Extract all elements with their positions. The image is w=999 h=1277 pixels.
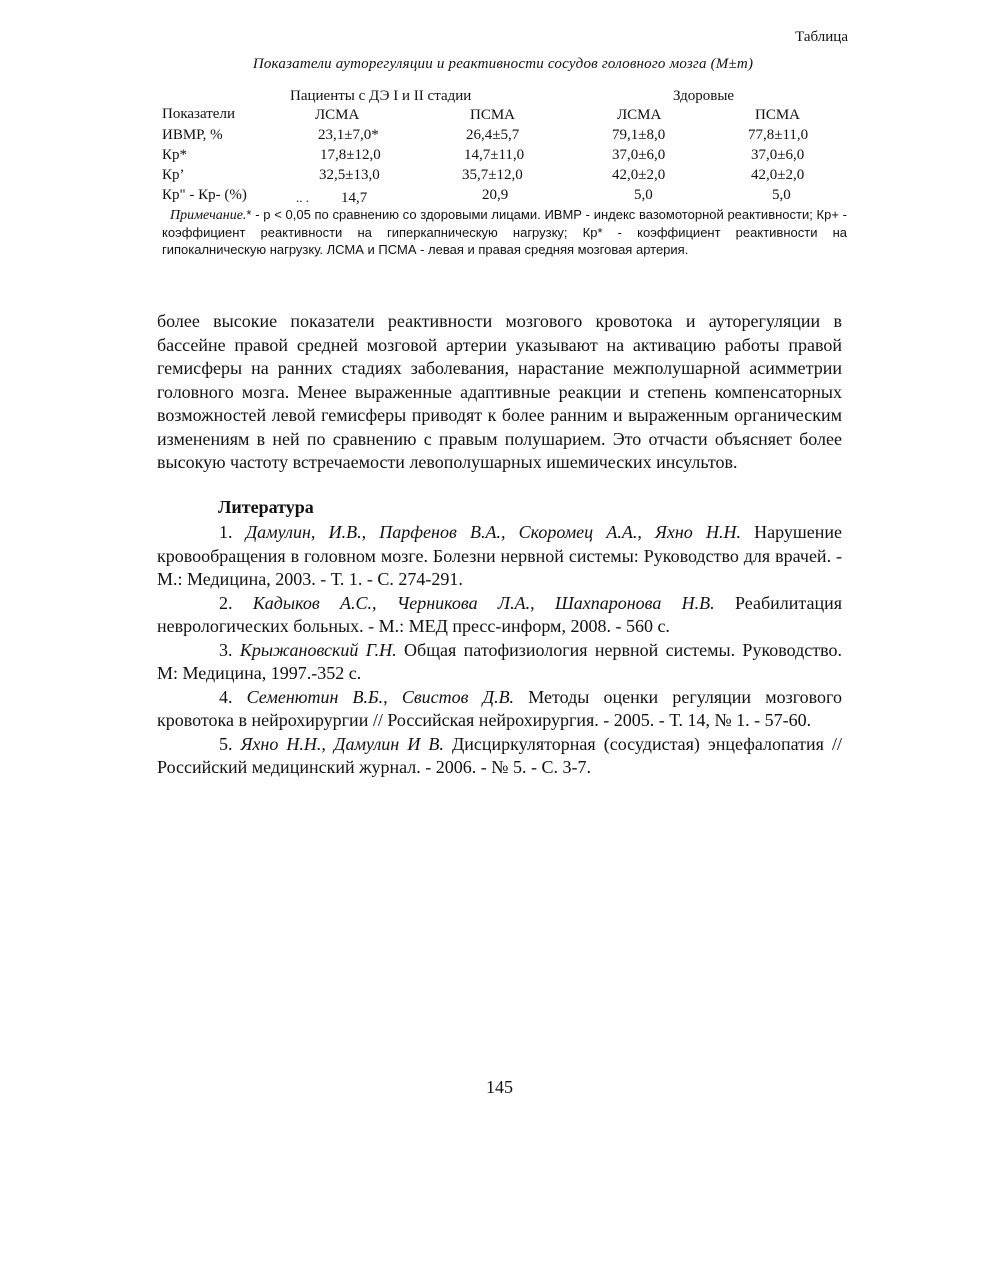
reference-item [157,639,842,686]
table-cell: 20,9 [482,187,509,203]
reference-text: Методы оценки регуляции мозгового кровотока в нейрохирургии // Российская нейрохирургия. - 2005. - Т. 14, № 1. - 57-60. [157,686,842,730]
column-header: ЛСМА [617,107,662,123]
reference-item [157,592,842,639]
table-caption: Показатели ауторегуляции и реактивности сосудов головного мозга (M±m) [252,56,754,72]
table-cell: 37,0±6,0 [751,147,805,163]
row-header-label: Показатели [162,106,235,122]
table-cell: 26,4±5,7 [466,127,520,143]
page-number: 145 [486,1077,513,1097]
table-cell: 17,8±12,0 [320,147,381,163]
table-cell: 77,8±11,0 [748,127,809,143]
reference-list [157,521,842,780]
column-header: ПСМА [470,107,516,123]
table-cell: 37,0±6,0 [612,147,666,163]
column-header: ПСМА [755,107,801,123]
row-label: ИВМР, % [162,127,223,143]
reference-item [157,521,842,592]
reference-authors: Семенютин В.Б., Свистов Д.В. [246,686,515,707]
table-cell: 35,7±12,0 [462,167,523,183]
table-cell: 79,1±8,0 [612,127,666,143]
reference-item [157,733,842,780]
literature-heading: Литература [218,497,314,517]
reference-number: 1. [219,522,233,542]
reference-text: Общая патофизиология нервной системы. Руководство. М: Медицина, 1997.-352 с. [157,639,843,683]
table-cell: 5,0 [772,187,791,203]
row-label: Кр* [162,147,188,163]
table-note [162,206,847,258]
reference-number: 4. [219,686,233,707]
note-text: * - р < 0,05 по сравнению со здоровыми лицами. ИВМР - индекс вазомоторной реактивности; Кр+ - коэффициент реактивности на гиперкапническую нагрузку; Кр* - коэффициент реактивности на гипокалническую нагрузку. ЛСМА и ПСМА - левая и правая средняя мозговая артерия. [162,207,847,257]
reference-number: 3. [219,639,233,660]
table-cell: 5,0 [634,187,653,203]
reference-authors: Кадыков А.С., Черникова Л.А., Шахпаронова Н.В. [252,592,715,613]
group-header-healthy: Здоровые [673,88,735,104]
table-cell: 14,7 [341,190,368,206]
note-label: Примечание. [170,208,247,223]
table-cell: 42,0±2,0 [751,167,805,183]
group-header-patients: Пациенты с ДЭ I и II стадии [290,88,472,104]
reference-authors: Яхно Н.Н., Дамулин И В. [240,733,444,754]
row-label: Кр’ [162,167,185,183]
reference-item [157,686,842,733]
reference-authors: Дамулин, И.В., Парфенов В.А., Скоромец А.А., Яхно Н.Н. [245,522,741,542]
column-header: ЛСМА [315,107,360,123]
reference-text: Реабилитация неврологических больных. - М.: МЕД пресс-информ, 2008. - 560 с. [157,592,843,636]
reference-number: 5. [219,733,233,754]
table-cell: 23,1±7,0* [318,127,379,143]
reference-text: Дисциркуляторная (сосудистая) энцефалопатия // Российский медицинский журнал. - 2006. - № 5. - С. 3-7. [157,733,843,777]
row-label: Кр" - Кр- (%) [162,187,247,203]
reference-text: Нарушение кровообращения в головном мозге. Болезни нервной системы: Руководство для врачей. - М.: Медицина, 2003. - Т. 1. - С. 274-291. [157,522,842,589]
table-cell: 14,7±11,0 [464,147,525,163]
body-paragraph: более высокие показатели реактивности мозгового кровотока и ауторегуляции в бассейне правой средней мозговой артерии указывают на активацию работы правой гемисферы на ранних стадиях заболевания, нарастание межполушарной асимметрии головного мозга. Менее выраженные адаптивные реакции и степень компенсаторных возможностей левой гемисферы приводят к более ранним и выраженным органическим изменениям в ней по сравнению с правым полушарием. Это отчасти объясняет более высокую частоту встречаемости левополушарных ишемических инсультов. [157,311,842,472]
table-cell: 32,5±13,0 [319,167,380,183]
table-cell: 42,0±2,0 [612,167,666,183]
reference-authors: Крыжановский Г.Н. [239,639,397,660]
dots-mark: .. . [296,190,309,205]
table-label: Таблица [795,29,848,45]
reference-number: 2. [219,592,233,613]
